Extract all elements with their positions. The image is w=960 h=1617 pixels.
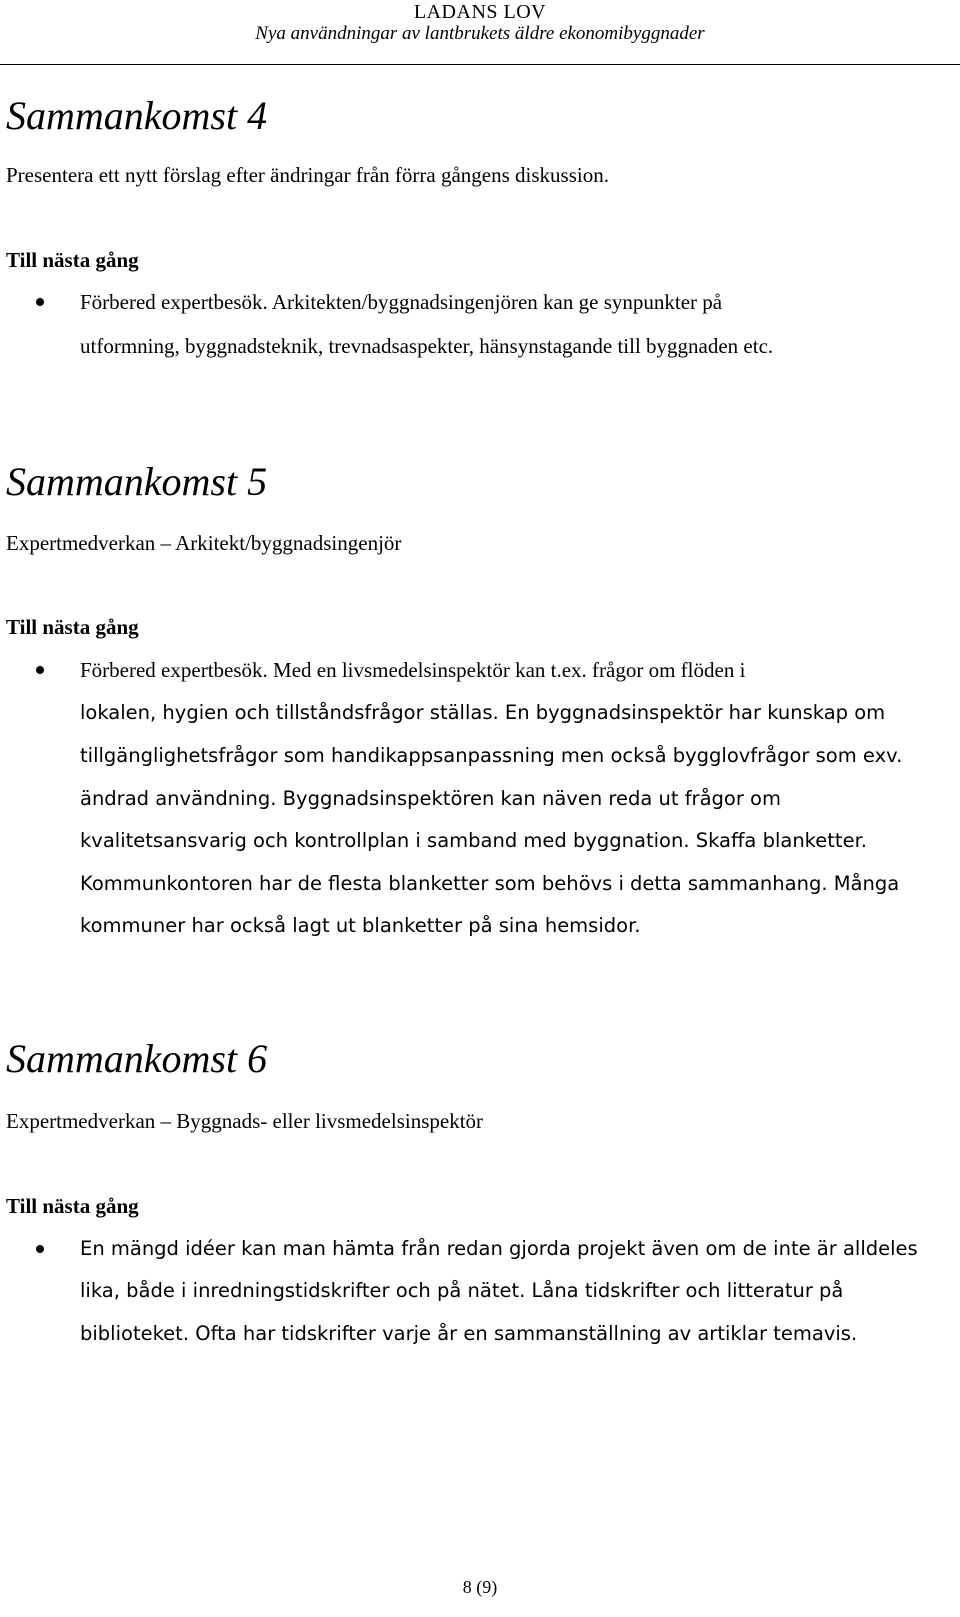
section-4-bullet-line: utformning, byggnadsteknik, trevnadsaspekter, hänsynstagande till byggnaden etc. (80, 334, 774, 358)
bullet-icon (36, 298, 44, 306)
running-header-subtitle: Nya användningar av lantbrukets äldre ekonomibyggnader (255, 23, 705, 44)
section-title-sammankomst-4: Sammankomst 4 (6, 93, 268, 138)
section-5-bullet-line: lokalen, hygien och tillståndsfrågor ställas. En byggnadsinspektör har kunskap om (80, 701, 886, 724)
section-6-bullet-line: biblioteket. Ofta har tidskrifter varje år en sammanställning av artiklar temavis. (80, 1322, 858, 1345)
section-5-bullet-line: kvalitetsansvarig och kontrollplan i samband med byggnation. Skaffa blanketter. (80, 829, 867, 852)
section-4-next-heading: Till nästa gång (6, 248, 139, 272)
section-6-bullet-line: En mängd idéer kan man hämta från redan gjorda projekt även om de inte är alldeles (80, 1237, 918, 1260)
section-6-next-heading: Till nästa gång (6, 1194, 139, 1218)
section-5-bullet-line: Förbered expertbesök. Med en livsmedelsinspektör kan t.ex. frågor om flöden i (80, 658, 746, 682)
section-5-bullet-line: Kommunkontoren har de flesta blanketter som behövs i detta sammanhang. Många (80, 872, 900, 895)
section-4-bullet-line: Förbered expertbesök. Arkitekten/byggnadsingenjören kan ge synpunkter på (80, 290, 723, 314)
page-number: 8 (9) (462, 1577, 498, 1597)
section-5-text: Expertmedverkan – Arkitekt/byggnadsingenjör (6, 531, 402, 555)
section-title-sammankomst-6: Sammankomst 6 (6, 1036, 268, 1081)
header-divider (0, 64, 960, 65)
section-5-bullet-line: kommuner har också lagt ut blanketter på sina hemsidor. (80, 914, 641, 937)
section-4-text: Presentera ett nytt förslag efter ändringar från förra gångens diskussion. (6, 163, 609, 187)
bullet-icon (36, 666, 44, 674)
section-6-bullet-line: lika, både i inredningstidskrifter och på nätet. Låna tidskrifter och litteratur på (80, 1279, 844, 1302)
section-5-bullet-line: ändrad användning. Byggnadsinspektören kan näven reda ut frågor om (80, 787, 781, 810)
section-5-next-heading: Till nästa gång (6, 615, 139, 639)
bullet-icon (36, 1245, 44, 1253)
section-6-text: Expertmedverkan – Byggnads- eller livsmedelsinspektör (6, 1109, 484, 1133)
running-header-title: LADANS LOV (413, 1, 547, 23)
section-5-bullet-line: tillgänglighetsfrågor som handikappsanpassning men också bygglovfrågor som exv. (80, 744, 903, 767)
section-title-sammankomst-5: Sammankomst 5 (6, 459, 268, 504)
